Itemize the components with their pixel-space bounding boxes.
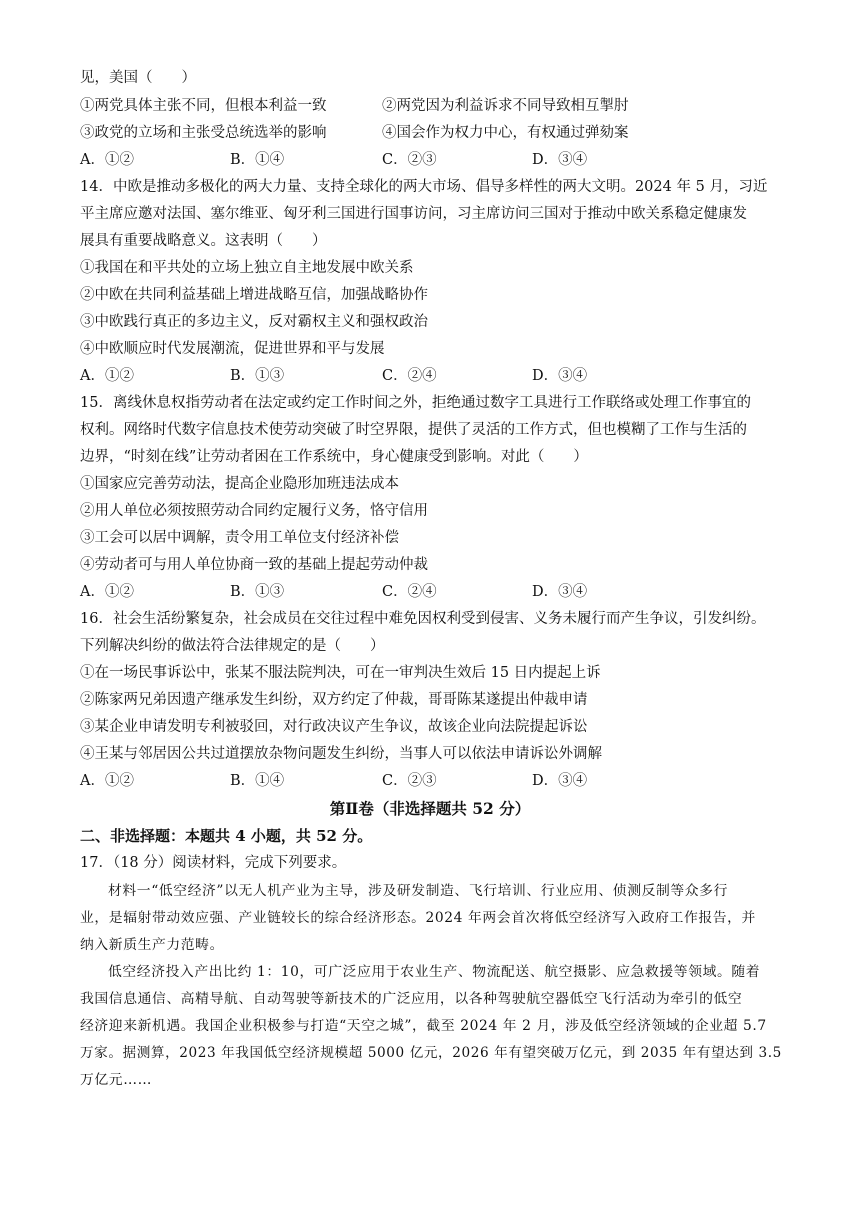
q17-paragraph-line-5: 万亿元…… (80, 1072, 152, 1088)
q14-option-a[interactable]: A．①② (80, 368, 134, 384)
q14-stem-line-3: 展具有重要战略意义。这表明（ ） (80, 233, 327, 249)
q17-paragraph-line-2: 我国信息通信、高精导航、自动驾驶等新技术的广泛应用，以各种驾驶航空器低空飞行活动为牵引的低空 (80, 991, 743, 1007)
q16-statement-1: ①在一场民事诉讼中，张某不服法院判决，可在一审判决生效后 15 日内提起上诉 (80, 665, 601, 681)
q15-option-d[interactable]: D．③④ (532, 584, 588, 600)
q15-statement-1: ①国家应完善劳动法，提高企业隐形加班违法成本 (80, 476, 399, 492)
q17-paragraph-line-4: 万家。据测算，2023 年我国低空经济规模超 5000 亿元，2026 年有望突破万亿元，到 2035 年有望达到 3.5 (80, 1045, 782, 1061)
q13-stem-tail: 见，美国（ ） (80, 70, 196, 86)
q15-statement-2: ②用人单位必须按照劳动合同约定履行义务，恪守信用 (80, 503, 428, 519)
section-two-heading: 二、非选择题：本题共 4 小题，共 52 分。 (80, 827, 373, 845)
q13-option-d[interactable]: D．③④ (532, 152, 588, 168)
q14-statement-3: ③中欧践行真正的多边主义，反对霸权主义和强权政治 (80, 314, 428, 330)
q15-stem-line-3: 边界，“时刻在线”让劳动者困在工作系统中，身心健康受到影响。对此（ ） (80, 449, 588, 465)
q14-option-c[interactable]: C．②④ (382, 368, 437, 384)
q17-material-1-line-3: 纳入新质生产力范畴。 (80, 937, 224, 953)
q15-stem-line-1: 15．离线休息权指劳动者在法定或约定工作时间之外，拒绝通过数字工具进行工作联络或处理工作事宜的 (80, 395, 751, 411)
q15-option-c[interactable]: C．②④ (382, 584, 437, 600)
q15-statement-4: ④劳动者可与用人单位协商一致的基础上提起劳动仲裁 (80, 557, 428, 573)
q14-stem-line-1: 14．中欧是推动多极化的两大力量、支持全球化的两大市场、倡导多样性的两大文明。2024 年 5 月，习近 (80, 179, 768, 195)
q17-paragraph-line-1: 低空经济投入产出比约 1：10，可广泛应用于农业生产、物流配送、航空摄影、应急救援等领域。随着 (108, 964, 761, 980)
q13-statement-1: ①两党具体主张不同，但根本利益一致 (80, 98, 327, 114)
q16-statement-4: ④王某与邻居因公共过道摆放杂物问题发生纠纷，当事人可以依法申请诉讼外调解 (80, 746, 602, 762)
q16-stem-line-1: 16．社会生活纷繁复杂，社会成员在交往过程中难免因权利受到侵害、义务未履行而产生争议，引发纠纷。 (80, 611, 766, 627)
q13-option-b[interactable]: B．①④ (230, 152, 285, 168)
q16-option-b[interactable]: B．①④ (230, 773, 285, 789)
q16-statement-3: ③某企业申请发明专利被驳回，对行政决议产生争议，故该企业向法院提起诉讼 (80, 719, 588, 735)
q14-statement-4: ④中欧顺应时代发展潮流，促进世界和平与发展 (80, 341, 385, 357)
q17-paragraph-line-3: 经济迎来新机遇。我国企业积极参与打造“天空之城”，截至 2024 年 2 月，涉及低空经济领域的企业超 5.7 (80, 1018, 767, 1034)
q14-statement-1: ①我国在和平共处的立场上独立自主地发展中欧关系 (80, 260, 414, 276)
q16-option-d[interactable]: D．③④ (532, 773, 588, 789)
q16-stem-line-2: 下列解决纠纷的做法符合法律规定的是（ ） (80, 638, 385, 654)
q14-statement-2: ②中欧在共同利益基础上增进战略互信，加强战略协作 (80, 287, 428, 303)
q14-option-b[interactable]: B．①③ (230, 368, 285, 384)
q13-statement-2: ②两党因为利益诉求不同导致相互掣肘 (382, 98, 629, 114)
q14-stem-line-2: 平主席应邀对法国、塞尔维亚、匈牙利三国进行国事访问，习主席访问三国对于推动中欧关系稳定健康发 (80, 206, 747, 222)
q16-option-a[interactable]: A．①② (80, 773, 134, 789)
q16-option-c[interactable]: C．②③ (382, 773, 437, 789)
q14-option-d[interactable]: D．③④ (532, 368, 588, 384)
q17-material-1-line-2: 业，是辐射带动效应强、产业链较长的综合经济形态。2024 年两会首次将低空经济写入政府工作报告，并 (80, 910, 756, 926)
q15-stem-line-2: 权利。网络时代数字信息技术使劳动突破了时空界限，提供了灵活的工作方式，但也模糊了工作与生活的 (80, 422, 747, 438)
q15-option-b[interactable]: B．①③ (230, 584, 285, 600)
q13-statement-4: ④国会作为权力中心，有权通过弹劾案 (382, 125, 629, 141)
q13-option-a[interactable]: A．①② (80, 152, 134, 168)
q17-material-1-line-1: 材料一“低空经济”以无人机产业为主导，涉及研发制造、飞行培训、行业应用、侦测反制等众多行 (108, 883, 728, 899)
q15-option-a[interactable]: A．①② (80, 584, 134, 600)
q13-statement-3: ③政党的立场和主张受总统选举的影响 (80, 125, 327, 141)
q15-statement-3: ③工会可以居中调解，责令用工单位支付经济补偿 (80, 530, 399, 546)
part-two-title: 第Ⅱ卷（非选择题共 52 分） (329, 799, 531, 818)
q17-stem: 17．（18 分）阅读材料，完成下列要求。 (80, 855, 347, 871)
q16-statement-2: ②陈家两兄弟因遗产继承发生纠纷，双方约定了仲裁，哥哥陈某遂提出仲裁申请 (80, 692, 588, 708)
q13-option-c[interactable]: C．②③ (382, 152, 437, 168)
